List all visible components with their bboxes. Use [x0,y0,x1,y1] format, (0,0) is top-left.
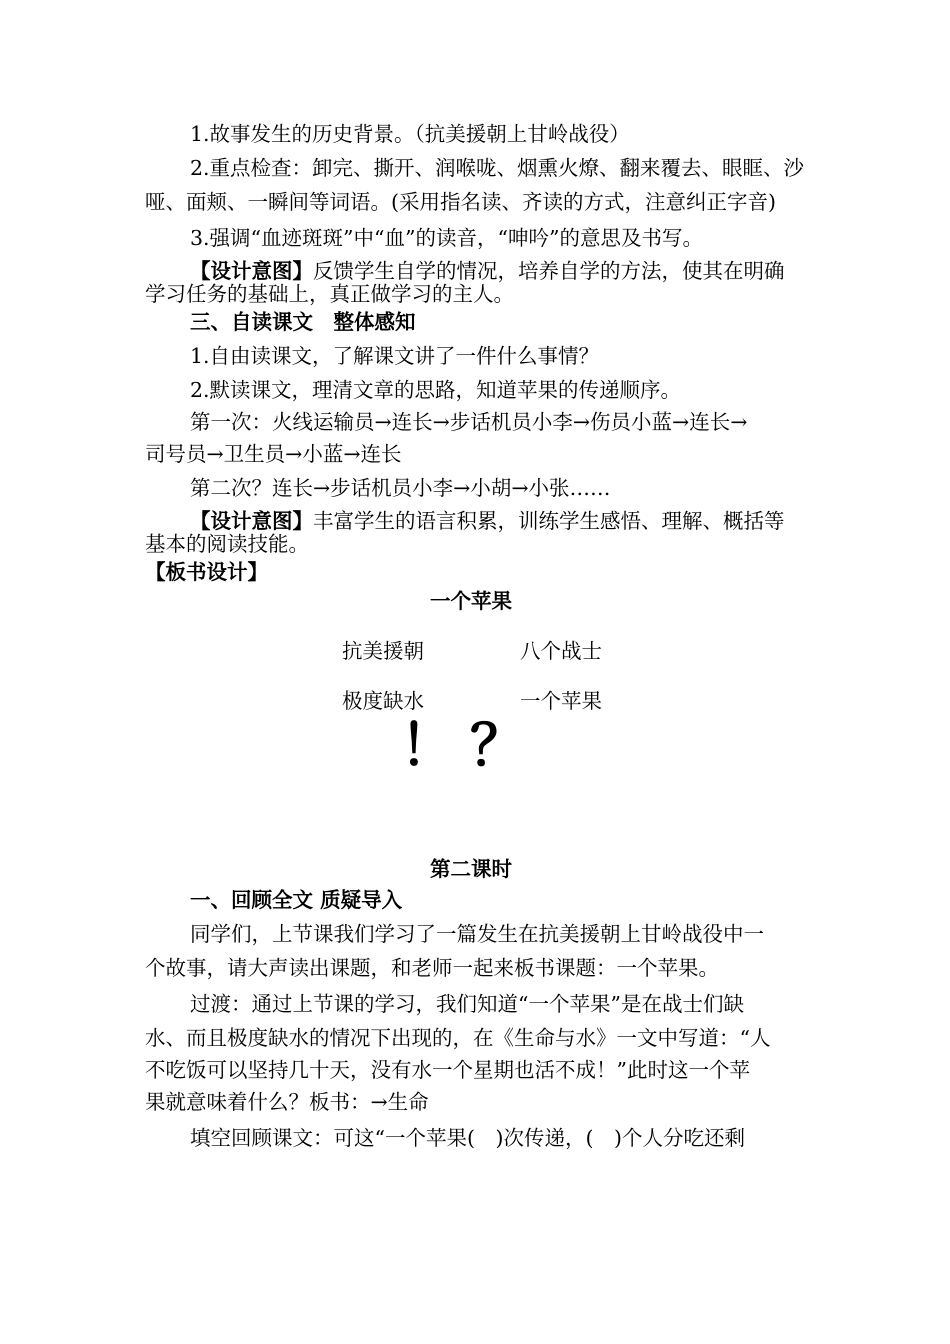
line-key-words-2: 哑、面颊、一瞬间等词语。(采用指名读、齐读的方式，注意纠正字音) [145,190,776,214]
section-three-heading: 三、自读课文 整体感知 [190,310,416,334]
design-intent-label: 【设计意图】 [190,259,313,283]
lesson-two-p2-line1: 过渡：通过上节课的学习，我们知道“一个苹果”是在战士们缺 [190,992,744,1016]
line-first-pass-1: 第一次：火线运输员→连长→步话机员小李→伤员小蓝→连长→ [190,410,748,434]
line-pronunciation: 3.强调“血迹斑斑”中“血”的读音，“呻吟”的意思及书写。 [190,226,703,250]
line-second-pass: 第二次？连长→步话机员小李→小胡→小张…… [190,476,611,500]
lesson-two-p2-line2: 水、而且极度缺水的情况下出现的，在《生命与水》一文中写道：“人 [145,1026,771,1050]
lesson-two-p1-line1: 同学们，上节课我们学习了一篇发生在抗美援朝上甘岭战役中一 [190,922,764,946]
line-read-free: 1.自由读课文，了解课文讲了一件什么事情？ [190,344,600,368]
board-left-1: 抗美援朝 [342,639,424,663]
line-key-words-1: 2.重点检查：卸完、撕开、润喉咙、烟熏火燎、翻来覆去、眼眶、沙 [190,156,805,180]
board-right-2: 一个苹果 [520,689,602,713]
design-intent-1 [145,260,807,282]
lesson-two-p2-line3: 不吃饭可以坚持几十天，没有水一个星期也活不成！”此时这一个苹 [145,1058,750,1082]
design-intent-2-cont: 基本的阅读技能。 [145,532,309,556]
line-background: 1.故事发生的历史背景。（抗美援朝上甘岭战役） [190,122,630,146]
lesson-two-section-one: 一、回顾全文 质疑导入 [190,888,403,912]
design-intent-1-cont: 学习任务的基础上，真正做学习的主人。 [145,282,514,306]
lesson-two-p3: 填空回顾课文：可这“一个苹果( )次传递，( )个人分吃还剩 [190,1126,745,1150]
design-intent-label: 【设计意图】 [190,509,313,533]
board-design-heading: 【板书设计】 [145,560,268,584]
design-intent-text: 反馈学生自学的情况，培养自学的方法，使其在明确 [313,259,785,283]
board-right-1: 八个战士 [520,639,602,663]
design-intent-2 [145,510,807,532]
line-first-pass-2: 司号员→卫生员→小蓝→连长 [145,442,402,466]
lesson-two-p2-line4: 果就意味着什么？板书：→生命 [145,1090,429,1114]
design-intent-text: 丰富学生的语言积累，训练学生感悟、理解、概括等 [313,509,785,533]
board-left-2: 极度缺水 [342,689,424,713]
lesson-two-title: 第二课时 [430,857,512,881]
line-read-silent: 2.默读课文，理清文章的思路，知道苹果的传递顺序。 [190,378,682,402]
board-exclamation-mark: ！ [400,713,456,779]
lesson-two-p1-line2: 个故事，请大声读出课题，和老师一起来板书课题：一个苹果。 [145,956,719,980]
board-question-mark: ？ [470,713,526,779]
board-title: 一个苹果 [430,589,512,613]
